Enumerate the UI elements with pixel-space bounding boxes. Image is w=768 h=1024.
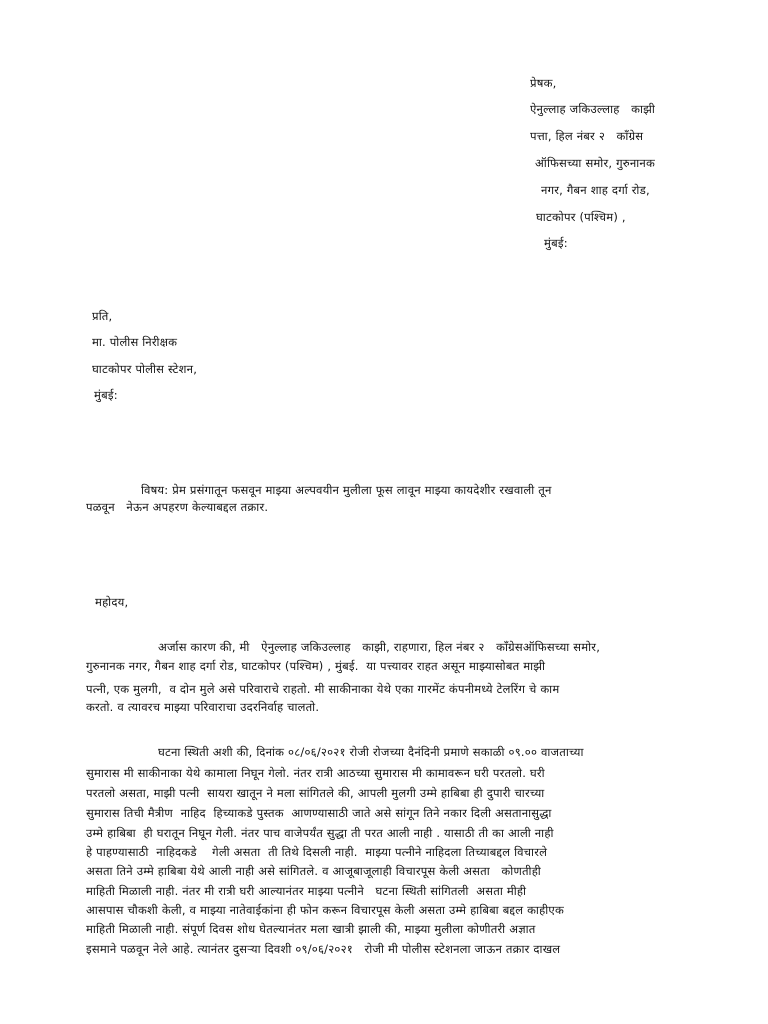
sender-address-line: पत्ता, हिल नंबर २ कॉंग्रेस xyxy=(530,129,644,143)
recipient-heading: प्रति, xyxy=(92,309,113,323)
sender-city: मुंबई: xyxy=(544,236,568,250)
paragraph-line: असता तिने उम्मे हाबिबा येथे आली नाही असे सांगितले. व आजूबाजूलाही विचारपूस केली असता कोणतीही xyxy=(86,864,541,878)
paragraph-line: हे पाहण्यासाठी नाहिदकडे गेली असता ती तिथे दिसली नाही. माझ्या पत्नीने नाहिदला तिच्याबद्दल विचारले xyxy=(86,845,548,859)
paragraph-line: माहिती मिळाली नाही. संपूर्ण दिवस शोध घेतल्यानंतर मला खात्री झाली की, माझ्या मुलीला कोणीतरी अज्ञात xyxy=(86,922,536,936)
subject-line: विषय: प्रेम प्रसंगातून फसवून माझ्या अल्पवयीन मुलीला फूस लावून माझ्या कायदेशीर रखवाली तून xyxy=(141,483,552,497)
paragraph-line: माहिती मिळाली नाही. नंतर मी रात्री घरी आल्यानंतर माझ्या पत्नीने घटना स्थिती सांगितली असता मीही xyxy=(86,884,527,898)
paragraph-line: गुरुनानक नगर, गैबन शाह दर्गा रोड, घाटकोपर (पश्चिम) , मुंबई. या पत्त्यावर राहत असून माझ्यासोबत माझी xyxy=(86,659,546,673)
sender-address-line: घाटकोपर (पश्चिम) , xyxy=(536,210,626,224)
sender-address-line: ऑफिसच्या समोर, गुरुनानक xyxy=(535,156,656,170)
sender-address-line: नगर, गैबन शाह दर्गा रोड, xyxy=(541,183,650,197)
paragraph-line: आसपास चौकशी केली, व माझ्या नातेवाईकांना ही फोन करून विचारपूस केली असता उम्मे हाबिबा बद्दल काहीएक xyxy=(86,903,564,917)
paragraph-line: इसमाने पळवून नेले आहे. त्यानंतर दुसऱ्या दिवशी ०९/०६/२०२१ रोजी मी पोलीस स्टेशनला जाऊन तक्रार दाखल xyxy=(86,942,561,956)
sender-name: ऐनुल्लाह जकिउल्लाह काझी xyxy=(530,102,656,116)
paragraph-line: करतो. व त्यावरच माझ्या परिवाराचा उदरनिर्वाह चालतो. xyxy=(86,700,320,714)
paragraph-line: पत्नी, एक मुलगी, व दोन मुले असे परिवाराचे राहतो. मी साकीनाका येथे एका गारमेंट कंपनीमध्ये टेलरिंग चे काम xyxy=(86,682,560,696)
paragraph-line: अर्जास कारण की, मी ऐनुल्लाह जकिउल्लाह काझी, राहणारा, हिल नंबर २ कॉंग्रेसऑफिसच्या समोर, xyxy=(158,640,601,654)
salutation: महोदय, xyxy=(95,595,129,609)
recipient-title: मा. पोलीस निरीक्षक xyxy=(92,335,178,349)
paragraph-line: सुमारास तिची मैत्रीण नाहिद हिच्याकडे पुस्तक आणण्यासाठी जाते असे सांगून तिने नकार दिली असतानासुद्धा xyxy=(86,806,552,820)
sender-heading: प्रेषक, xyxy=(530,76,557,90)
recipient-station: घाटकोपर पोलीस स्टेशन, xyxy=(92,362,198,376)
recipient-city: मुंबई: xyxy=(94,388,118,402)
paragraph-line: घटना स्थिती अशी की, दिनांक ०८/०६/२०२१ रोजी रोजच्या दैनंदिनी प्रमाणे सकाळी ०९.०० वाजताच्या xyxy=(158,745,584,759)
subject-line: पळवून नेऊन अपहरण केल्याबद्दल तक्रार. xyxy=(86,500,269,514)
paragraph-line: उम्मे हाबिबा ही घरातून निघून गेली. नंतर पाच वाजेपर्यंत सुद्धा ती परत आली नाही . यासाठी ती का आली नाही xyxy=(86,826,554,840)
paragraph-line: सुमारास मी साकीनाका येथे कामाला निघून गेलो. नंतर रात्री आठच्या सुमारास मी कामावरून घरी परतलो. घरी xyxy=(86,766,545,780)
paragraph-line: परतलो असता, माझी पत्नी सायरा खातून ने मला सांगितले की, आपली मुलगी उम्मे हाबिबा ही दुपारी चारच्या xyxy=(86,786,545,800)
